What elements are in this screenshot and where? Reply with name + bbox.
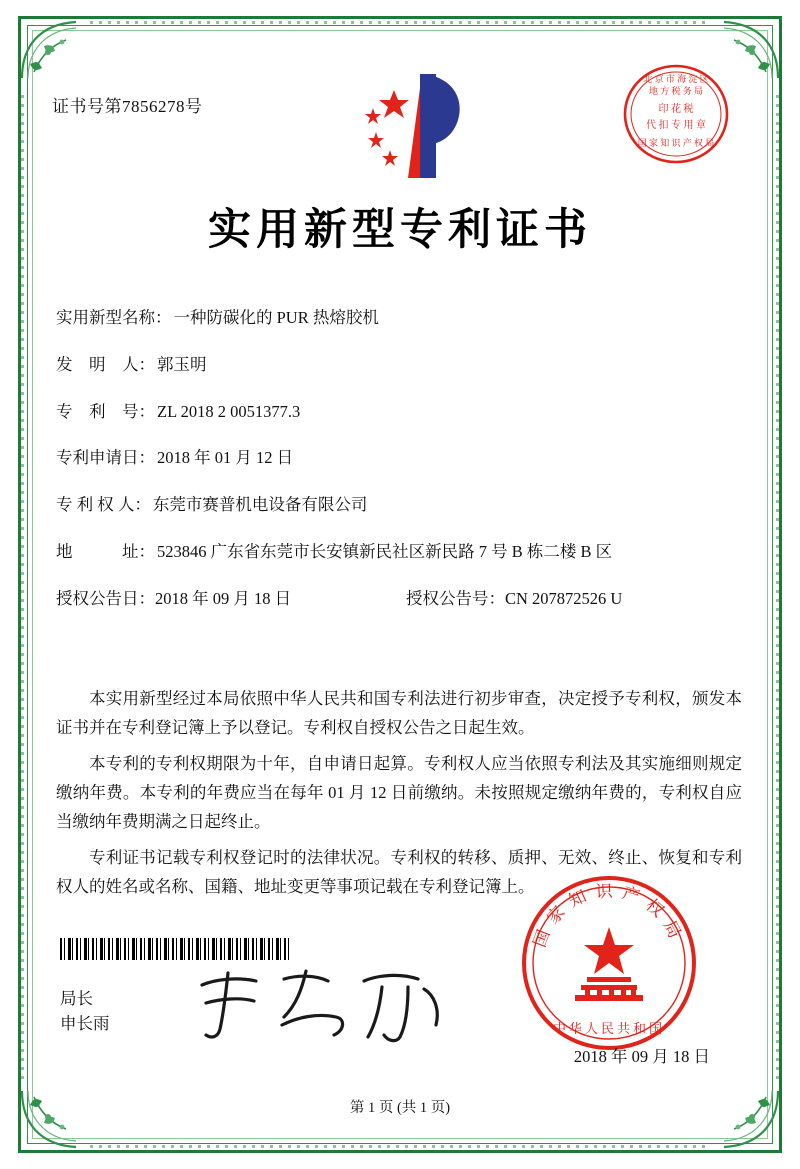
signature-role: 局长 — [60, 988, 93, 1008]
field-separator: ： — [134, 495, 151, 514]
border-pattern-top — [90, 21, 710, 24]
border-pattern-left — [21, 90, 24, 1079]
grant-date — [56, 585, 406, 609]
field-utility-model-name — [56, 306, 744, 331]
paragraph: 本实用新型经过本局依照中华人民共和国专利法进行初步审查，决定授予专利权，颁发本证书并在专利登记簿上予以登记。专利权自授权公告之日起生效。 — [56, 689, 742, 738]
svg-text:印 花 税: 印 花 税 — [658, 104, 694, 115]
field-separator: ： — [138, 401, 155, 421]
field-separator: ： — [138, 354, 155, 374]
certificate-number: 证书号第7856278号 — [52, 97, 203, 116]
field-separator: ： — [155, 308, 172, 327]
field-label: 实用新型名称 — [56, 308, 155, 327]
fields-list — [56, 306, 744, 609]
grant-date-label: 授权公告日 — [56, 588, 139, 608]
field-value: ZL 2018 2 0051377.3 — [157, 401, 301, 421]
national-ip-office-seal — [519, 873, 699, 1053]
field-label: 专 利 权 人 — [56, 495, 135, 514]
border-pattern-right — [776, 90, 779, 1079]
svg-text:国 家 知 识 产 权 局: 国 家 知 识 产 权 局 — [637, 138, 715, 148]
field-label: 专 利 号 — [56, 401, 139, 421]
grant-number — [406, 585, 744, 609]
field-value: 一种防碳化的 PUR 热熔胶机 — [173, 308, 379, 327]
field-application-date — [56, 446, 744, 471]
barcode — [60, 938, 290, 960]
tax-stamp-seal — [620, 58, 732, 170]
grant-number-label: 授权公告号 — [406, 588, 489, 608]
grant-number-separator: ： — [488, 588, 505, 608]
field-inventor — [56, 353, 744, 378]
field-value: 2018 年 01 月 12 日 — [157, 448, 294, 468]
field-address — [56, 540, 744, 565]
field-patent-number — [56, 400, 744, 425]
field-patentee — [56, 493, 744, 518]
field-label: 地 址 — [56, 541, 139, 561]
svg-text:国 家 知 识 产 权 局: 国 家 知 识 产 权 局 — [529, 881, 686, 950]
page-indicator: 第 1 页 (共 1 页) — [349, 1100, 451, 1116]
grant-date-value: 2018 年 09 月 18 日 — [155, 588, 292, 608]
handwritten-signature-icon — [186, 965, 456, 1047]
border-pattern-bottom — [90, 1145, 710, 1148]
field-value: 郭玉明 — [157, 354, 207, 374]
svg-text:北 京 市 海 淀 区: 北 京 市 海 淀 区 — [643, 74, 709, 84]
certificate-content — [46, 44, 754, 1125]
field-value: 523846 广东省东莞市长安镇新民社区新民路 7 号 B 栋二楼 B 区 — [157, 541, 613, 561]
field-value: 东莞市赛普机电设备有限公司 — [152, 495, 368, 514]
svg-text:中华人民共和国: 中华人民共和国 — [552, 1021, 666, 1036]
field-separator: ： — [138, 541, 155, 561]
page-title: 实用新型专利证书 — [208, 207, 592, 254]
grant-number-value: CN 207872526 U — [505, 588, 623, 608]
patent-office-logo-icon — [346, 66, 466, 186]
grant-row — [56, 585, 744, 609]
signature-block — [60, 986, 110, 1037]
signature-name: 申长雨 — [60, 1014, 110, 1034]
field-label: 专利申请日 — [56, 448, 139, 468]
paragraph: 本专利的专利权期限为十年，自申请日起算。专利权人应当依照专利法及其实施细则规定缴纳年费。本专利的年费应当在每年 01 月 12 日前缴纳。未按照规定缴纳年费的，专利权自应当缴纳年费期满之日起终止。 — [56, 753, 742, 832]
field-label: 发 明 人 — [56, 354, 139, 374]
grant-date-separator: ： — [138, 588, 155, 608]
svg-text:地 方 税 务 局: 地 方 税 务 局 — [648, 86, 704, 96]
seal-date: 2018 年 09 月 18 日 — [573, 1047, 710, 1066]
paragraph: 专利证书记载专利权登记时的法律状况。专利权的转移、质押、无效、终止、恢复和专利权人的姓名或名称、国籍、地址变更等事项记载在专利登记簿上。 — [56, 847, 742, 897]
field-separator: ： — [138, 448, 155, 468]
svg-text:代 扣 专 用 章: 代 扣 专 用 章 — [646, 120, 706, 131]
